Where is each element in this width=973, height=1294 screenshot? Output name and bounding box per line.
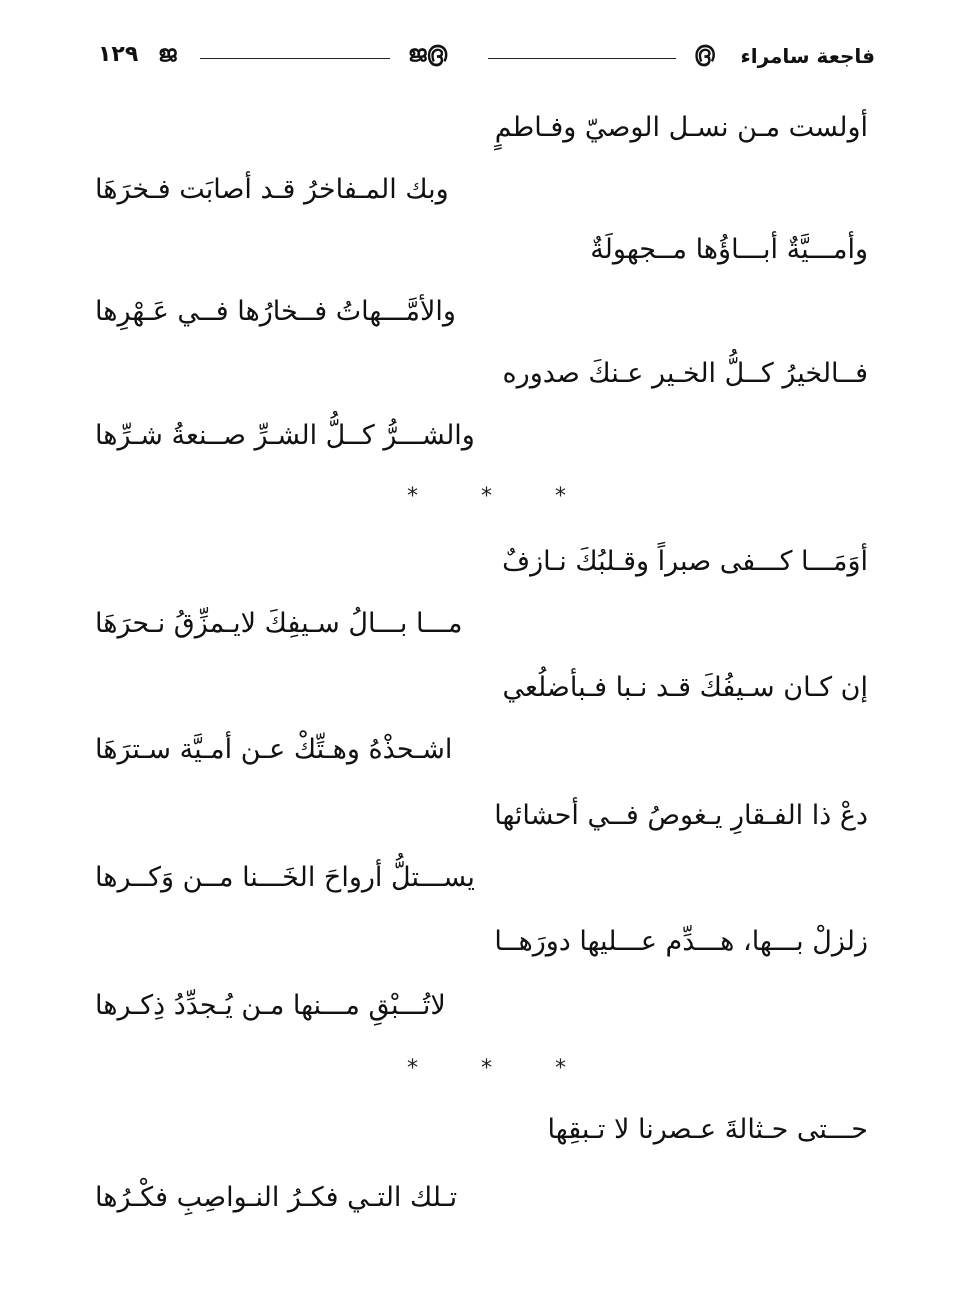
header-rule-right	[488, 58, 676, 59]
verse-8-first-hemistich: حـــتى حـثالةَ عـصرنا لا تـبقِها	[547, 1114, 868, 1145]
verse-6-first-hemistich: دعْ ذا الفـقارِ يـغوصُ فــي أحشائها	[494, 800, 868, 831]
ornament-center-icon: ജ൫	[408, 41, 448, 67]
section-separator-1: * * *	[407, 484, 594, 509]
verse-3-second-hemistich: والشـــرُّ كــلُّ الشـرِّ صــنعةُ شـرِّها	[95, 420, 475, 451]
verse-7-first-hemistich: زلزلْ بـــها، هـــدِّم عـــليها دورَهــا	[494, 926, 868, 957]
ornament-left-icon: ജ	[158, 41, 177, 67]
verse-1-first-hemistich: أولست مـن نسـل الوصيّ وفـاطمٍ	[494, 112, 868, 143]
verse-8-second-hemistich: تـلك التـي فكـرُ النـواصِبِ فكْـرُها	[95, 1182, 458, 1213]
verse-7-second-hemistich: لاتُـــبْقِ مـــنها مـن يُـجدِّدُ ذِكـرها	[95, 990, 446, 1021]
verse-4-first-hemistich: أوَمَـــا كـــفى صبراً وقـلبُكَ نـازفٌ	[502, 546, 868, 577]
verse-3-first-hemistich: فــالخيرُ كــلُّ الخـير عـنكَ صدوره	[502, 358, 868, 389]
verse-1-second-hemistich: وبك المـفاخرُ قـد أصابَت فـخرَهَا	[95, 174, 449, 205]
verse-4-second-hemistich: مـــا بـــالُ سـيفِكَ لايـمزِّقُ نـحرَهَا	[95, 608, 463, 639]
verse-2-second-hemistich: والأمَّـــهاتُ فــخارُها فــي عَـهْرِها	[95, 296, 456, 327]
page-header	[90, 38, 875, 78]
verse-2-first-hemistich: وأمـــيَّةٌ أبـــاؤُها مــجهولَةٌ	[590, 234, 868, 265]
running-title: فاجعة سامراء	[740, 44, 875, 68]
section-separator-2: * * *	[407, 1056, 594, 1081]
header-rule-left	[200, 58, 390, 59]
ornament-right-icon: ൫	[694, 41, 715, 67]
page-number: ١٢٩	[98, 42, 139, 67]
verse-5-first-hemistich: إن كـان سـيفُكَ قـد نـبا فـبأضلُعي	[502, 672, 868, 703]
verse-5-second-hemistich: اشـحذْهُ وهـتِّكْ عـن أمـيَّة سـترَهَا	[95, 734, 453, 765]
verse-6-second-hemistich: يســـتلُّ أرواحَ الخَـــنا مــن وَكــرها	[95, 862, 475, 893]
